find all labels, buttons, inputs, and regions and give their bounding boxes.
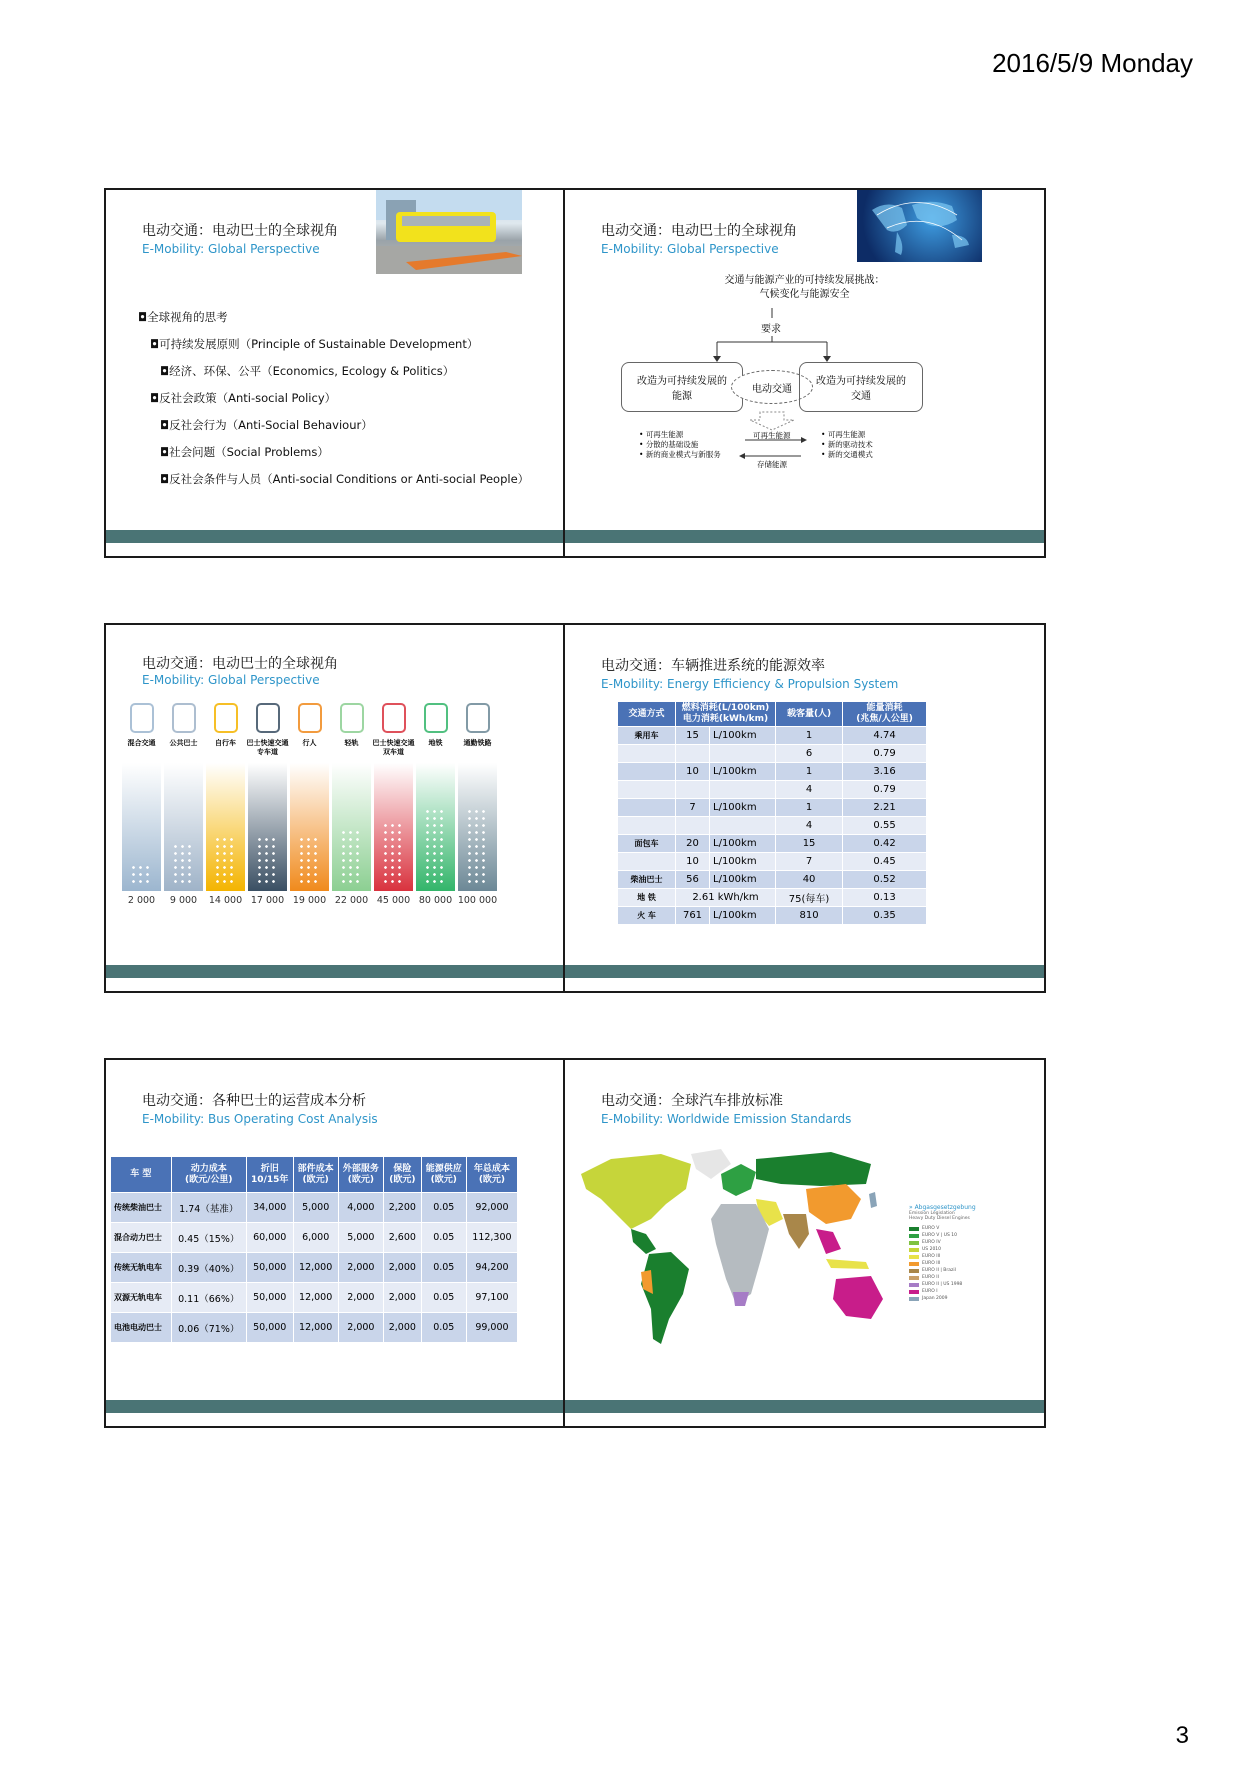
right-box xyxy=(799,362,923,412)
table-cell: 0.35 xyxy=(843,907,927,925)
legend-swatch xyxy=(909,1297,919,1301)
table-row xyxy=(618,745,927,763)
table-cell: L/100km xyxy=(710,799,776,817)
slide-footer-bar xyxy=(106,1400,585,1413)
legend-swatch xyxy=(909,1248,919,1252)
table-cell: 0.45（15%） xyxy=(171,1223,246,1253)
table-header-row xyxy=(111,1157,518,1193)
table-cell: 4 xyxy=(776,781,843,799)
table-cell xyxy=(676,781,710,799)
table-cell xyxy=(618,745,676,763)
slide-footer-bar xyxy=(106,530,585,543)
capacity-arrows xyxy=(214,836,237,885)
table-row xyxy=(618,781,927,799)
bullet-item: ◘反社会政策（Anti-social Policy） xyxy=(150,391,337,405)
table-row xyxy=(618,853,927,871)
table-cell: 5,000 xyxy=(293,1193,338,1223)
map-africa xyxy=(711,1204,769,1304)
map-russia xyxy=(756,1152,871,1186)
capacity-column xyxy=(122,763,161,891)
slide-1 xyxy=(104,188,587,558)
table-cell: 5,000 xyxy=(338,1223,383,1253)
capacity-column xyxy=(416,763,455,891)
slide-subtitle: E-Mobility: Global Perspective xyxy=(142,673,320,687)
table-cell: 0.79 xyxy=(843,745,927,763)
table-cell: 地 铁 xyxy=(618,889,676,907)
map-central-america xyxy=(631,1229,656,1254)
slide-title: 电动交通：电动巴士的全球视角 xyxy=(142,223,338,239)
slide-subtitle: E-Mobility: Global Perspective xyxy=(601,242,779,256)
transport-mode-label: 地铁 xyxy=(428,739,443,747)
table-cell: 火 车 xyxy=(618,907,676,925)
table-cell: L/100km xyxy=(710,853,776,871)
table-row xyxy=(111,1313,518,1343)
transport-mode-icon xyxy=(172,703,196,733)
table-cell: 柴油巴士 xyxy=(618,871,676,889)
table-row xyxy=(618,907,927,925)
right-list xyxy=(821,430,873,460)
legend-label: EURO I xyxy=(922,1289,938,1294)
legend-swatch xyxy=(909,1290,919,1294)
slide-title: 电动交通：车辆推进系统的能源效率 xyxy=(601,658,825,674)
table-cell: 0.05 xyxy=(421,1313,466,1343)
tram-photo xyxy=(376,190,522,274)
world-emission-map xyxy=(571,1144,891,1369)
table-cell: 10 xyxy=(676,853,710,871)
slide-title: 电动交通：各种巴士的运营成本分析 xyxy=(142,1093,366,1109)
map-indonesia xyxy=(826,1259,869,1269)
table-cell: 0.42 xyxy=(843,835,927,853)
slide-title: 电动交通：电动巴士的全球视角 xyxy=(601,223,797,239)
table-cell xyxy=(676,745,710,763)
legend-label: Japan 2009 xyxy=(922,1296,948,1301)
table-cell: 810 xyxy=(776,907,843,925)
table-row xyxy=(618,835,927,853)
legend-subtitle: Heavy Duty Diesel Engines xyxy=(909,1216,970,1221)
table-cell: 12,000 xyxy=(293,1253,338,1283)
table-header-cell: 交通方式 xyxy=(618,702,676,727)
table-cell: 传统无轨电车 xyxy=(111,1253,172,1283)
table-cell: 50,000 xyxy=(246,1283,293,1313)
table-row xyxy=(618,889,927,907)
slide-3 xyxy=(104,623,587,993)
table-cell: L/100km xyxy=(710,763,776,781)
table-cell: 0.05 xyxy=(421,1283,466,1313)
bus-cost-table xyxy=(110,1156,518,1343)
capacity-value: 17 000 xyxy=(250,895,285,906)
slide-footer-bar xyxy=(565,965,1044,978)
legend-label: EURO II xyxy=(922,1275,939,1280)
legend-item xyxy=(909,1246,981,1253)
legend-item xyxy=(909,1253,981,1260)
slide-title: 电动交通：全球汽车排放标准 xyxy=(601,1093,783,1109)
table-header-cell: 折旧 10/15年 xyxy=(246,1157,293,1193)
capacity-column xyxy=(248,763,287,891)
table-cell: 2.61 kWh/km xyxy=(676,889,776,907)
table-cell: 50,000 xyxy=(246,1253,293,1283)
legend-swatch xyxy=(909,1262,919,1266)
table-cell xyxy=(618,763,676,781)
legend-item xyxy=(909,1232,981,1239)
table-cell: 97,100 xyxy=(466,1283,517,1313)
capacity-value: 45 000 xyxy=(376,895,411,906)
table-header-cell: 能量消耗 (兆焦/人公里) xyxy=(843,702,927,727)
map-north-america xyxy=(581,1154,691,1229)
bullet-item: ◘全球视角的思考 xyxy=(138,310,228,324)
table-cell: 0.45 xyxy=(843,853,927,871)
table-cell: 12,000 xyxy=(293,1283,338,1313)
map-china xyxy=(806,1184,861,1224)
list-item: • 新的商业模式与新服务 xyxy=(639,450,721,459)
transport-mode-icon xyxy=(424,703,448,733)
table-cell xyxy=(710,745,776,763)
transport-mode-label: 行人 xyxy=(302,739,317,747)
table-row xyxy=(111,1283,518,1313)
legend-label: EURO II | US 1998 xyxy=(922,1282,963,1287)
capacity-arrows xyxy=(130,864,153,885)
transport-mode-label: 巴士快速交通双车道 xyxy=(372,739,415,756)
list-item: • 新的驱动技术 xyxy=(821,440,873,449)
legend-swatch xyxy=(909,1255,919,1259)
transport-mode-label: 通勤铁路 xyxy=(463,739,492,747)
center-label: 电动交通 xyxy=(752,383,792,395)
table-cell: 2,000 xyxy=(338,1313,383,1343)
table-header-cell: 外部服务 (欧元) xyxy=(338,1157,383,1193)
challenge-line: 气候变化与能源安全 xyxy=(759,289,850,300)
table-cell: 761 xyxy=(676,907,710,925)
table-cell: 0.11（66%） xyxy=(171,1283,246,1313)
legend-item xyxy=(909,1239,981,1246)
table-cell: 2,000 xyxy=(383,1253,421,1283)
capacity-value: 19 000 xyxy=(292,895,327,906)
transport-mode-icon xyxy=(340,703,364,733)
capacity-column xyxy=(290,763,329,891)
slide-subtitle: E-Mobility: Energy Efficiency & Propulsion System xyxy=(601,677,899,691)
table-cell: 乘用车 xyxy=(618,727,676,745)
need-label: 要求 xyxy=(761,324,781,335)
legend-item xyxy=(909,1225,981,1232)
page-date: 2016/5/9 Monday xyxy=(992,48,1193,78)
table-cell: L/100km xyxy=(710,835,776,853)
transport-mode-icon xyxy=(214,703,238,733)
table-cell: 12,000 xyxy=(293,1313,338,1343)
capacity-chart xyxy=(122,697,502,987)
legend-swatch xyxy=(909,1227,919,1231)
table-cell: 6 xyxy=(776,745,843,763)
slide-footer-bar xyxy=(106,965,585,978)
capacity-value: 80 000 xyxy=(418,895,453,906)
list-item: • 新的交通模式 xyxy=(821,450,873,459)
table-header-cell: 能源供应 (欧元) xyxy=(421,1157,466,1193)
transport-mode-label: 自行车 xyxy=(215,739,236,747)
table-cell: 40 xyxy=(776,871,843,889)
capacity-arrows xyxy=(424,808,447,885)
bullet-list xyxy=(138,304,529,493)
bullet-item: ◘经济、环保、公平（Economics, Ecology & Politics） xyxy=(160,364,455,378)
map-australia xyxy=(833,1276,883,1319)
left-list xyxy=(639,430,729,460)
slide-subtitle: E-Mobility: Bus Operating Cost Analysis xyxy=(142,1112,378,1126)
table-cell: 56 xyxy=(676,871,710,889)
table-cell: 2.21 xyxy=(843,799,927,817)
transport-mode-label: 巴士快速交通专车道 xyxy=(246,739,289,756)
legend-swatch xyxy=(909,1241,919,1245)
transport-mode-label: 轻轨 xyxy=(344,739,359,747)
capacity-column xyxy=(458,763,497,891)
table-header-cell: 燃料消耗(L/100km) 电力消耗(kWh/km) xyxy=(676,702,776,727)
legend-item xyxy=(909,1274,981,1281)
table-cell: 2,000 xyxy=(338,1253,383,1283)
table-cell: 92,000 xyxy=(466,1193,517,1223)
table-header-cell: 载客量(人) xyxy=(776,702,843,727)
map-europe xyxy=(721,1164,756,1196)
map-southeast-asia xyxy=(816,1229,841,1254)
table-row xyxy=(111,1253,518,1283)
table-cell: 传统柴油巴士 xyxy=(111,1193,172,1223)
table-row xyxy=(618,871,927,889)
table-cell xyxy=(618,817,676,835)
legend-swatch xyxy=(909,1283,919,1287)
transport-mode-icon xyxy=(130,703,154,733)
table-cell: 15 xyxy=(676,727,710,745)
transport-mode-label: 混合交通 xyxy=(127,739,156,747)
table-cell: 电池电动巴士 xyxy=(111,1313,172,1343)
capacity-value: 22 000 xyxy=(334,895,369,906)
capacity-column xyxy=(206,763,245,891)
legend-item xyxy=(909,1260,981,1267)
table-cell: 4.74 xyxy=(843,727,927,745)
legend-label: US 2010 xyxy=(922,1247,942,1252)
table-cell: 1 xyxy=(776,799,843,817)
table-cell: 0.52 xyxy=(843,871,927,889)
table-row xyxy=(618,799,927,817)
table-cell: 3.16 xyxy=(843,763,927,781)
table-cell xyxy=(618,799,676,817)
legend-subtitle: Emission Legislation xyxy=(909,1211,955,1216)
capacity-value: 9 000 xyxy=(169,895,198,906)
list-item: • 分散的基础设施 xyxy=(639,440,699,449)
table-header-cell: 部件成本 (欧元) xyxy=(293,1157,338,1193)
transport-mode-icon xyxy=(298,703,322,733)
legend-swatch xyxy=(909,1269,919,1273)
table-cell: 0.55 xyxy=(843,817,927,835)
list-item: • 可再生能源 xyxy=(821,430,866,439)
table-cell xyxy=(618,781,676,799)
map-india xyxy=(783,1214,809,1249)
table-cell: L/100km xyxy=(710,871,776,889)
table-cell: 0.13 xyxy=(843,889,927,907)
table-cell xyxy=(710,781,776,799)
table-cell: 15 xyxy=(776,835,843,853)
table-header-cell: 保险 (欧元) xyxy=(383,1157,421,1193)
table-cell: L/100km xyxy=(710,907,776,925)
capacity-column xyxy=(332,763,371,891)
table-cell: 0.05 xyxy=(421,1253,466,1283)
energy-efficiency-table xyxy=(617,701,927,925)
page-number: 3 xyxy=(1175,1722,1189,1749)
legend-item xyxy=(909,1281,981,1288)
map-south-america xyxy=(641,1252,689,1344)
capacity-value: 2 000 xyxy=(127,895,156,906)
capacity-arrows xyxy=(298,836,321,885)
table-row xyxy=(618,817,927,835)
map-japan xyxy=(869,1192,877,1208)
table-cell: 94,200 xyxy=(466,1253,517,1283)
bullet-item: ◘社会问题（Social Problems） xyxy=(160,445,329,459)
table-cell xyxy=(710,817,776,835)
legend-label: EURO IV xyxy=(922,1240,941,1245)
left-box-label: 改造为可持续发展的能源 xyxy=(637,376,727,402)
slide-subtitle: E-Mobility: Global Perspective xyxy=(142,242,320,256)
table-cell: 1.74（基准） xyxy=(171,1193,246,1223)
legend-label: EURO V xyxy=(922,1226,940,1231)
bullet-item: ◘反社会行为（Anti-Social Behaviour） xyxy=(160,418,373,432)
slide-footer-bar xyxy=(565,530,1044,543)
legend-label: EURO V | US 10 xyxy=(922,1233,957,1238)
capacity-value: 100 000 xyxy=(457,895,498,906)
table-cell: 0.39（40%） xyxy=(171,1253,246,1283)
table-cell: 7 xyxy=(676,799,710,817)
table-row xyxy=(618,727,927,745)
table-cell: 0.06（71%） xyxy=(171,1313,246,1343)
capacity-column xyxy=(374,763,413,891)
table-header-row xyxy=(618,702,927,727)
table-cell: 2,000 xyxy=(383,1283,421,1313)
tram-image xyxy=(376,190,522,274)
capacity-arrows xyxy=(340,829,363,885)
table-cell: 4,000 xyxy=(338,1193,383,1223)
legend-label: EURO II | Brazil xyxy=(922,1268,956,1273)
challenge-line: 交通与能源产业的可持续发展挑战： xyxy=(724,275,885,286)
table-cell: 0.05 xyxy=(421,1193,466,1223)
table-row xyxy=(618,763,927,781)
slide-footer-bar xyxy=(565,1400,1044,1413)
transport-mode-icon xyxy=(382,703,406,733)
table-cell: 20 xyxy=(676,835,710,853)
mid-top-label: 可再生能源 xyxy=(753,431,791,440)
slide-4 xyxy=(563,623,1046,993)
table-cell: 1 xyxy=(776,763,843,781)
table-cell: 50,000 xyxy=(246,1313,293,1343)
table-cell: 2,200 xyxy=(383,1193,421,1223)
table-cell: 混合动力巴士 xyxy=(111,1223,172,1253)
bullet-item: ◘可持续发展原则（Principle of Sustainable Development） xyxy=(150,337,479,351)
table-cell: 0.05 xyxy=(421,1223,466,1253)
capacity-arrows xyxy=(466,808,489,885)
legend-item xyxy=(909,1267,981,1274)
slide-title: 电动交通：电动巴士的全球视角 xyxy=(142,656,338,672)
capacity-arrows xyxy=(256,836,279,885)
slide-6 xyxy=(563,1058,1046,1428)
legend-label: EURO III xyxy=(922,1261,941,1266)
table-cell: 60,000 xyxy=(246,1223,293,1253)
table-header-cell: 动力成本 (欧元/公里) xyxy=(171,1157,246,1193)
table-cell: 2,600 xyxy=(383,1223,421,1253)
transport-mode-icon xyxy=(466,703,490,733)
slide-5 xyxy=(104,1058,587,1428)
capacity-arrows xyxy=(382,822,405,885)
table-header-cell: 车 型 xyxy=(111,1157,172,1193)
slide-subtitle: E-Mobility: Worldwide Emission Standards xyxy=(601,1112,852,1126)
table-cell: 1 xyxy=(776,727,843,745)
transport-mode-label: 公共巴士 xyxy=(169,739,198,747)
capacity-column xyxy=(164,763,203,891)
table-cell: L/100km xyxy=(710,727,776,745)
legend-items xyxy=(909,1225,981,1302)
slide-2 xyxy=(563,188,1046,558)
bullet-item: ◘反社会条件与人员（Anti-social Conditions or Anti-social People） xyxy=(160,472,530,486)
table-cell: 99,000 xyxy=(466,1313,517,1343)
left-box xyxy=(621,362,743,412)
table-header-cell: 年总成本 (欧元) xyxy=(466,1157,517,1193)
legend-swatch xyxy=(909,1276,919,1280)
legend-item xyxy=(909,1288,981,1295)
map-south-america-west xyxy=(641,1270,653,1294)
mid-bottom-label: 存储能源 xyxy=(757,460,787,469)
table-cell: 7 xyxy=(776,853,843,871)
table-cell: 34,000 xyxy=(246,1193,293,1223)
capacity-arrows xyxy=(172,843,195,885)
table-cell: 0.79 xyxy=(843,781,927,799)
table-cell: 2,000 xyxy=(383,1313,421,1343)
legend-item xyxy=(909,1295,981,1302)
table-row xyxy=(111,1223,518,1253)
table-cell: 2,000 xyxy=(338,1283,383,1313)
table-cell: 6,000 xyxy=(293,1223,338,1253)
table-cell: 4 xyxy=(776,817,843,835)
map-south-africa xyxy=(733,1292,749,1306)
right-box-label: 改造为可持续发展的交通 xyxy=(816,376,906,402)
table-cell: 112,300 xyxy=(466,1223,517,1253)
legend-title: » Abgasgesetzgebung xyxy=(909,1204,976,1211)
legend-swatch xyxy=(909,1234,919,1238)
map-legend xyxy=(909,1204,981,1302)
transport-mode-icon xyxy=(256,703,280,733)
list-item: • 可再生能源 xyxy=(639,430,684,439)
table-row xyxy=(111,1193,518,1223)
table-cell: 双源无轨电车 xyxy=(111,1283,172,1313)
legend-label: EURO III xyxy=(922,1254,941,1259)
table-cell: 10 xyxy=(676,763,710,781)
table-cell xyxy=(618,853,676,871)
table-cell xyxy=(676,817,710,835)
table-cell: 75(每车) xyxy=(776,889,843,907)
capacity-value: 14 000 xyxy=(208,895,243,906)
table-cell: 面包车 xyxy=(618,835,676,853)
